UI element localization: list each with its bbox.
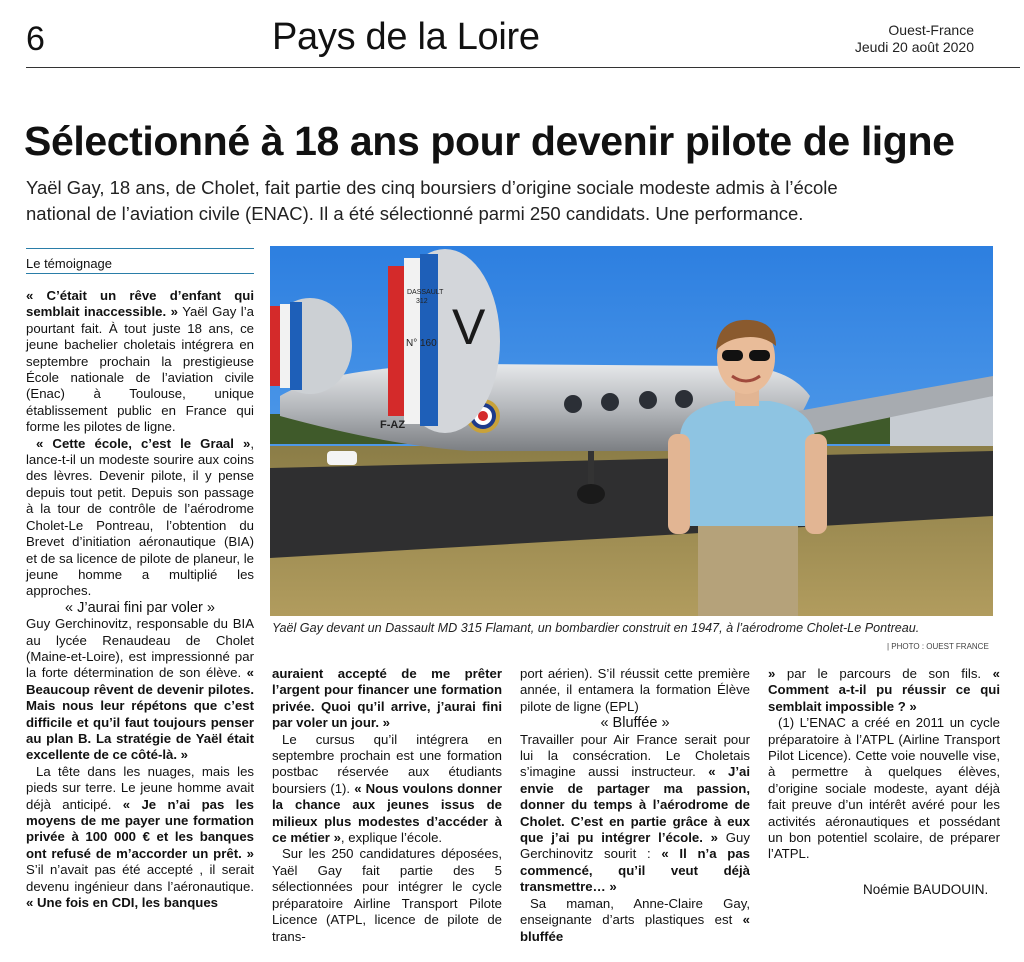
header-rule	[26, 67, 1020, 68]
paragraph: Sur les 250 candidatures déposées, Yaël Gay fait partie des 5 sélectionnées pour intégrer le cycle préparatoire Airline Transport Pilote Licence (ATPL, licence de pilote de trans-	[272, 846, 502, 944]
author-signature: Noémie BAUDOUIN.	[863, 882, 989, 897]
rubric-rule-bottom	[26, 273, 254, 274]
article-headline: Sélectionné à 18 ans pour devenir pilote de ligne	[24, 118, 955, 164]
subheading: « J’aurai fini par voler »	[65, 599, 215, 616]
article-photo	[270, 246, 993, 616]
tail-text-1: DASSAULT	[407, 289, 444, 296]
page-number: 6	[26, 20, 45, 58]
white-car	[327, 451, 357, 465]
tail-fin-left	[270, 298, 352, 394]
paragraph: Le cursus qu’il intégrera en septembre prochain est une formation postbac réservée aux étudiants boursiers (1). « Nous voulons donner la chance aux jeunes issus de milieux plus modestes d’accéder à ce métier », explique l’école.	[272, 731, 502, 846]
article-column-2	[272, 666, 502, 945]
aircraft-window	[601, 393, 619, 411]
subheading: « Bluffée »	[600, 715, 670, 732]
article-column-4	[768, 666, 1000, 863]
publication-date: Jeudi 20 août 2020	[854, 39, 974, 55]
photo-illustration	[270, 246, 993, 616]
tail-number: N° 160	[406, 338, 437, 349]
footnote: (1) L’ENAC a créé en 2011 un cycle préparatoire à l’ATPL (Airline Transport Pilot Licence). Cette voie nouvelle vise, à permettre à quelques élèves, d’origine sociale modeste, ayant déjà fait preuve d’un intérêt avéré pour les activités aéronautiques et possédant un bon potentiel scolaire, de préparer l’ATPL.	[768, 715, 1000, 862]
paragraph: Sa maman, Anne-Claire Gay, enseignante d’arts plastiques est « bluffée	[520, 895, 750, 944]
publication-name: Ouest-France	[888, 22, 974, 38]
paragraph: La tête dans les nuages, mais les pieds sur terre. Le jeune homme avait déjà anticipé. « Je n’ai pas les moyens de me payer une formation privée à 100 000 € et les banques ont refusé de m’accorder un prêt. » S’il n’avait pas été accepté , il serait devenu ingénieur dans l’aéronautique. « Une fois en CDI, les banques	[26, 763, 254, 911]
paragraph: « Cette école, c’est le Graal », lance-t-il un modeste sourire aux coins des lèvres. Devenir pilote, il y pense depuis tout petit. Depuis son passage à la tour de contrôle de l’aérodrome Cholet-Le Pontreau, l’obtention du Brevet d’initiation aéronautique (BIA) et de sa licence de pilote de planeur, le jeune homme a multiplié les approches.	[26, 435, 255, 599]
section-title: Pays de la Loire	[272, 16, 540, 58]
aircraft-window	[564, 395, 582, 413]
tail-letter: V	[452, 299, 486, 355]
paragraph: Travailler pour Air France serait pour lui la consécration. Le Choletais s’imagine aussi instructeur. « J’ai envie de partager ma passion, donner du temps à l’aérodrome de Cholet. C’est en partie grâce à eux que j’ai pu intégrer l’école. » Guy Gerchinovitz sourit : « Il n’a pas commencé, qu’il veut déjà transmettre… »	[520, 731, 750, 895]
paragraph: « C’était un rêve d’enfant qui semblait inaccessible. » Yaël Gay l’a pourtant fait. À tout juste 18 ans, ce jeune bachelier choletais intégrera en septembre prochain la prestigieuse École nationale de l’aviation civile (Enac) à Toulouse, unique établissement public en France qui forme les pilotes de ligne.	[26, 288, 254, 435]
photo-credit: | PHOTO : OUEST FRANCE	[887, 642, 989, 651]
paragraph: auraient accepté de me prêter l’argent pour financer une formation privée. Quoi qu’il arrive, j’aurai fini par voler un jour. »	[272, 666, 502, 731]
aircraft-registration: F-AZ	[380, 419, 406, 431]
masthead	[855, 22, 974, 56]
aircraft-window	[675, 390, 693, 408]
rubric-label: Le témoignage	[26, 256, 113, 271]
paragraph: Guy Gerchinovitz, responsable du BIA au lycée Renaudeau de Cholet (Maine-et-Loire), est impressionné par la forte détermination de son élève. « Beaucoup rêvent de devenir pilotes. Mais nous leur répétons que c’est difficile et qu’il faut toujours penser au plan B. La stratégie de Yaël était excellente de ce côté-là. »	[26, 616, 254, 763]
paragraph: » par le parcours de son fils. « Comment a-t-il pu réussir ce qui semblait impossible ? »	[768, 666, 1000, 714]
aircraft-window	[639, 391, 657, 409]
paragraph: port aérien). S’il réussit cette première année, il entamera la formation Élève pilote de ligne (EPL)	[520, 666, 750, 714]
article-column-1	[26, 288, 254, 911]
tail-fin-right	[388, 249, 500, 433]
rubric-rule-top	[26, 248, 254, 249]
article-column-3	[520, 666, 750, 945]
tail-text-2: 312	[416, 298, 428, 305]
photo-caption: Yaël Gay devant un Dassault MD 315 Flamant, un bombardier construit en 1947, à l’aérodrome Cholet-Le Pontreau.	[272, 621, 920, 635]
article-standfirst: Yaël Gay, 18 ans, de Cholet, fait partie des cinq boursiers d’origine sociale modeste admis à l’école national de l’aviation civile (ENAC). Il a été sélectionné parmi 250 candidats. Une performance.	[26, 177, 838, 224]
